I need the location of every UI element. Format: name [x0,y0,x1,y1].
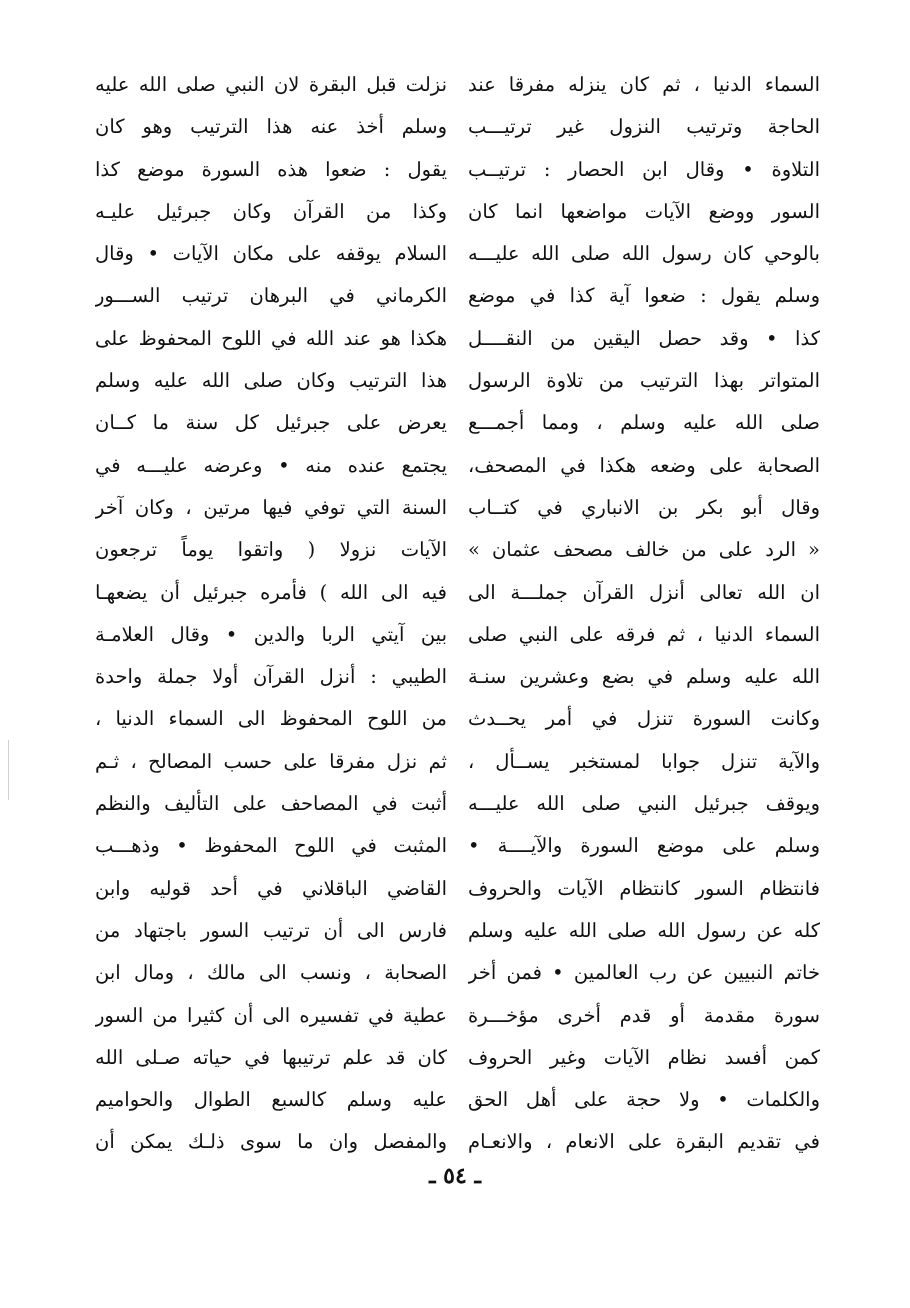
text-line: الكرماني في البرهان ترتيب الســـور [95,284,447,308]
text-line: السماء الدنيا ، ثم فرقه على النبي صلى [468,622,820,646]
text-line: فارس الى أن ترتيب السور باجتهاد من [95,918,447,942]
text-line: أثبت في المصاحف على التأليف والنظم [95,792,447,816]
text-line: التلاوة • وقال ابن الحصار : ترتيــب [468,157,820,181]
text-line: هذا الترتيب وكان صلى الله عليه وسلم [95,369,447,393]
text-line: عطية في تفسيره الى أن كثيرا من السور [95,1003,447,1027]
text-line: كله عن رسول الله صلى الله عليه وسلم [468,918,820,942]
text-line: سورة مقدمة أو قدم أخرى مؤخـــرة [468,1003,820,1027]
text-line: الله عليه وسلم في بضع وعشرين سنـة [468,665,820,689]
text-line: ويوقف جبرئيل النبي صلى الله عليـــه [468,792,820,816]
text-line: وكذا من القرآن وكان جبرئيل عليـه [95,199,447,223]
text-line: بين آيتي الربا والدين • وقال العلامـة [95,622,447,646]
text-line: الصحابة على وضعه هكذا في المصحف، [468,453,820,477]
text-line: فيه الى الله ) فأمره جبرئيل أن يضعهـا [95,580,447,604]
text-line: كمن أفسد نظام الآيات وغير الحروف [468,1045,820,1069]
text-line: وسلم على موضع السورة والآيــــة • [468,834,820,858]
text-line: السنة التي توفي فيها مرتين ، وكان آخر [95,495,447,519]
text-line: والآية تنزل جوابا لمستخبر يســأل ، [468,749,820,773]
text-line: السور ووضع الآيات مواضعها انما كان [468,199,820,223]
right-text-column [468,64,820,1164]
text-line: يجتمع عنده منه • وعرضه عليـــه في [95,453,447,477]
text-line: القاضي الباقلاني في أحد قوليه وابن [95,876,447,900]
text-line: والمفصل وان ما سوى ذلـك يمكن أن [95,1130,447,1154]
text-line: عليه وسلم كالسبع الطوال والحواميم [95,1088,447,1112]
page-number: ـ ٥٤ ـ [429,1163,481,1189]
text-line: السماء الدنيا ، ثم كان ينزله مفرقا عند [468,73,820,96]
text-line: الآيات نزولا ( واتقوا يوماً ترجعون [95,538,447,562]
text-line: من اللوح المحفوظ الى السماء الدنيا ، [95,707,447,731]
text-line: « الرد على من خالف مصحف عثمان » [468,538,820,562]
text-line: كذا • وقد حصل اليقين من النقــــل [468,326,820,350]
text-line: يقول : ضعوا هذه السورة موضع كذا [95,157,447,181]
text-line: هكذا هو عند الله في اللوح المحفوظ على [95,326,447,350]
text-line: فانتظام السور كانتظام الآيات والحروف [468,876,820,900]
text-line: ثم نزل مفرقا على حسب المصالح ، ثـم [95,749,447,773]
text-line: الصحابة ، ونسب الى مالك ، ومال ابن [95,961,447,985]
text-line: صلى الله عليه وسلم ، ومما أجمـــع [468,411,820,435]
text-line: في تقديم البقرة على الانعام ، والانعـام [468,1130,820,1154]
text-line: كان قد علم ترتيبها في حياته صـلى الله [95,1045,447,1069]
text-line: ان الله تعالى أنزل القرآن جملـــة الى [468,580,820,604]
text-line: الحاجة وترتيب النزول غير ترتيـــب [468,115,820,139]
left-text-column [95,64,447,1164]
text-line: وسلم أخذ عنه هذا الترتيب وهو كان [95,115,447,139]
text-line: يعرض على جبرئيل كل سنة ما كــان [95,411,447,435]
text-line: والكلمات • ولا حجة على أهل الحق [468,1088,820,1112]
text-line: المتواتر بهذا الترتيب من تلاوة الرسول [468,369,820,393]
text-line: الطيبي : أنزل القرآن أولا جملة واحدة [95,665,447,689]
text-line: بالوحي كان رسول الله صلى الله عليـــه [468,242,820,266]
text-line: وسلم يقول : ضعوا آية كذا في موضع [468,284,820,308]
scan-edge-mark [8,740,9,800]
text-line: نزلت قبل البقرة لان النبي صلى الله عليه [95,73,447,96]
text-line: وقال أبو بكر بن الانباري في كتــاب [468,495,820,519]
text-line: وكانت السورة تنزل في أمر يحــدث [468,707,820,731]
text-line: السلام يوقفه على مكان الآيات • وقال [95,242,447,266]
text-line: المثبت في اللوح المحفوظ • وذهـــب [95,834,447,858]
text-line: خاتم النبيين عن رب العالمين • فمن أخر [468,961,820,985]
